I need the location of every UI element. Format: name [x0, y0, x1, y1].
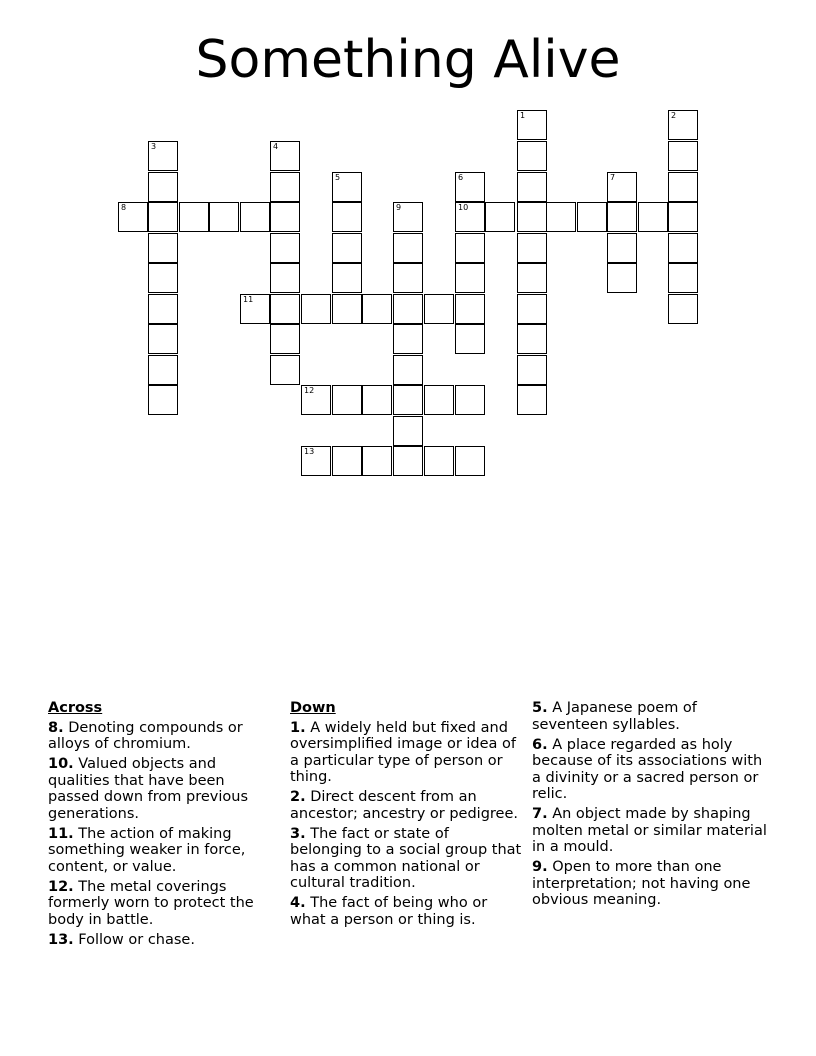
- grid-cell[interactable]: [148, 233, 178, 263]
- clue-across-11: [48, 826, 273, 876]
- grid-cell[interactable]: [668, 172, 698, 202]
- grid-cell[interactable]: [517, 172, 547, 202]
- clue-text: The action of making something weaker in force, content, or value.: [48, 825, 246, 875]
- grid-cell[interactable]: [577, 202, 607, 232]
- clue-number-label: 6: [458, 173, 464, 182]
- clue-down-5: [532, 700, 767, 733]
- grid-cell[interactable]: [517, 263, 547, 293]
- grid-cell[interactable]: [455, 263, 485, 293]
- grid-cell[interactable]: [668, 263, 698, 293]
- grid-cell[interactable]: [270, 202, 300, 232]
- grid-cell[interactable]: [332, 385, 362, 415]
- across-clues: [48, 700, 273, 952]
- clue-number-label: 9: [396, 203, 402, 212]
- grid-cell[interactable]: [148, 385, 178, 415]
- grid-cell[interactable]: [148, 324, 178, 354]
- grid-cell[interactable]: [607, 202, 637, 232]
- grid-cell[interactable]: [270, 172, 300, 202]
- grid-cell[interactable]: [148, 355, 178, 385]
- down-clues-1: [290, 700, 522, 932]
- grid-cell[interactable]: [393, 324, 423, 354]
- grid-cell[interactable]: [668, 110, 698, 140]
- grid-cell[interactable]: [301, 294, 331, 324]
- down-clues-2: [532, 700, 767, 912]
- grid-cell[interactable]: [362, 294, 392, 324]
- grid-cell[interactable]: [393, 202, 423, 232]
- clue-number-label: 7: [610, 173, 616, 182]
- grid-cell[interactable]: [517, 141, 547, 171]
- clue-number-label: 5: [335, 173, 341, 182]
- grid-cell[interactable]: [270, 141, 300, 171]
- clue-number: 4.: [290, 895, 306, 911]
- clue-number: 2.: [290, 789, 306, 805]
- grid-cell[interactable]: [240, 294, 270, 324]
- grid-cell[interactable]: [424, 446, 454, 476]
- clue-text: A widely held but fixed and oversimplified image or idea of a particular type of person or thing.: [290, 719, 517, 785]
- clue-number-label: 8: [121, 203, 127, 212]
- grid-cell[interactable]: [148, 141, 178, 171]
- clue-number: 12.: [48, 878, 74, 895]
- grid-cell[interactable]: [517, 385, 547, 415]
- grid-cell[interactable]: [455, 202, 485, 232]
- clue-across-13: [48, 932, 273, 949]
- grid-cell[interactable]: [607, 172, 637, 202]
- clue-down-9: [532, 859, 767, 909]
- grid-cell[interactable]: [668, 202, 698, 232]
- grid-cell[interactable]: [517, 355, 547, 385]
- grid-cell[interactable]: [517, 294, 547, 324]
- grid-cell[interactable]: [332, 172, 362, 202]
- grid-cell[interactable]: [393, 233, 423, 263]
- clue-across-8: [48, 720, 273, 753]
- grid-cell[interactable]: [270, 263, 300, 293]
- grid-cell[interactable]: [362, 385, 392, 415]
- grid-cell[interactable]: [455, 446, 485, 476]
- clue-text: Valued objects and qualities that have been passed down from previous generations.: [48, 756, 249, 822]
- grid-cell[interactable]: [485, 202, 515, 232]
- clue-number: 11.: [48, 825, 74, 842]
- page-title: Something Alive: [195, 30, 621, 90]
- clue-text: Direct descent from an ancestor; ancestry or pedigree.: [290, 789, 518, 822]
- grid-cell[interactable]: [148, 202, 178, 232]
- grid-cell[interactable]: [332, 263, 362, 293]
- clue-down-7: [532, 806, 767, 856]
- clue-number: 13.: [48, 931, 74, 948]
- clue-number-label: 12: [304, 386, 315, 395]
- grid-cell[interactable]: [517, 233, 547, 263]
- grid-cell[interactable]: [148, 263, 178, 293]
- grid-cell[interactable]: [393, 446, 423, 476]
- clue-number-label: 10: [458, 203, 469, 212]
- clue-text: Follow or chase.: [78, 931, 195, 948]
- clue-number: 6.: [532, 736, 548, 753]
- clue-number-label: 2: [671, 111, 677, 120]
- grid-cell[interactable]: [301, 446, 331, 476]
- grid-cell[interactable]: [517, 110, 547, 140]
- grid-cell[interactable]: [607, 233, 637, 263]
- clue-down-1: [290, 720, 522, 786]
- grid-cell[interactable]: [546, 202, 576, 232]
- clue-text: Denoting compounds or alloys of chromium.: [48, 719, 243, 752]
- grid-cell[interactable]: [455, 233, 485, 263]
- clue-number: 10.: [48, 756, 74, 772]
- grid-cell[interactable]: [270, 294, 300, 324]
- grid-cell[interactable]: [270, 233, 300, 263]
- grid-cell[interactable]: [332, 446, 362, 476]
- grid-cell[interactable]: [424, 294, 454, 324]
- clue-text: The fact or state of belonging to a social group that has a common national or cultural tradition.: [290, 825, 522, 891]
- grid-cell[interactable]: [240, 202, 270, 232]
- grid-cell[interactable]: [148, 172, 178, 202]
- grid-cell[interactable]: [517, 324, 547, 354]
- grid-cell[interactable]: [393, 294, 423, 324]
- clue-number: 5.: [532, 700, 548, 716]
- clue-text: An object made by shaping molten metal or similar material in a mould.: [532, 806, 767, 855]
- grid-cell[interactable]: [148, 294, 178, 324]
- grid-cell[interactable]: [332, 294, 362, 324]
- down-heading: Down: [290, 700, 336, 716]
- grid-cell[interactable]: [607, 263, 637, 293]
- grid-cell[interactable]: [270, 355, 300, 385]
- clue-across-10: [48, 756, 273, 822]
- grid-cell[interactable]: [424, 385, 454, 415]
- clue-number: 8.: [48, 719, 64, 736]
- grid-cell[interactable]: [455, 172, 485, 202]
- grid-cell[interactable]: [270, 324, 300, 354]
- clue-number: 9.: [532, 859, 548, 875]
- across-heading: Across: [48, 700, 103, 716]
- clue-number-label: 13: [304, 447, 315, 456]
- grid-cell[interactable]: [209, 202, 239, 232]
- clue-down-6: [532, 737, 767, 803]
- clue-text: The fact of being who or what a person or thing is.: [290, 895, 488, 928]
- grid-cell[interactable]: [455, 385, 485, 415]
- grid-cell[interactable]: [393, 416, 423, 446]
- clue-number: 1.: [290, 719, 306, 736]
- grid-cell[interactable]: [638, 202, 668, 232]
- clue-text: A place regarded as holy because of its associations with a divinity or a sacred person or relic.: [532, 736, 763, 802]
- grid-cell[interactable]: [332, 233, 362, 263]
- clue-text: A Japanese poem of seventeen syllables.: [532, 700, 697, 733]
- grid-cell[interactable]: [393, 263, 423, 293]
- grid-cell[interactable]: [362, 446, 392, 476]
- grid-cell[interactable]: [668, 233, 698, 263]
- grid-cell[interactable]: [455, 294, 485, 324]
- grid-cell[interactable]: [393, 355, 423, 385]
- grid-cell[interactable]: [118, 202, 148, 232]
- clue-number: 7.: [532, 806, 548, 822]
- grid-cell[interactable]: [332, 202, 362, 232]
- clue-text: Open to more than one interpretation; not having one obvious meaning.: [532, 859, 751, 908]
- clue-down-3: [290, 826, 522, 892]
- grid-cell[interactable]: [179, 202, 209, 232]
- grid-cell[interactable]: [668, 141, 698, 171]
- grid-cell[interactable]: [393, 385, 423, 415]
- clue-number-label: 11: [243, 295, 254, 304]
- clue-number: 3.: [290, 825, 306, 842]
- clue-number-label: 4: [273, 142, 279, 151]
- clue-down-2: [290, 789, 522, 822]
- clue-down-4: [290, 895, 522, 928]
- clue-number-label: 1: [520, 111, 526, 120]
- grid-cell[interactable]: [455, 324, 485, 354]
- clue-number-label: 3: [151, 142, 157, 151]
- grid-cell[interactable]: [301, 385, 331, 415]
- clue-across-12: [48, 879, 273, 929]
- grid-cell[interactable]: [517, 202, 547, 232]
- grid-cell[interactable]: [668, 294, 698, 324]
- clue-text: The metal coverings formerly worn to protect the body in battle.: [48, 878, 254, 928]
